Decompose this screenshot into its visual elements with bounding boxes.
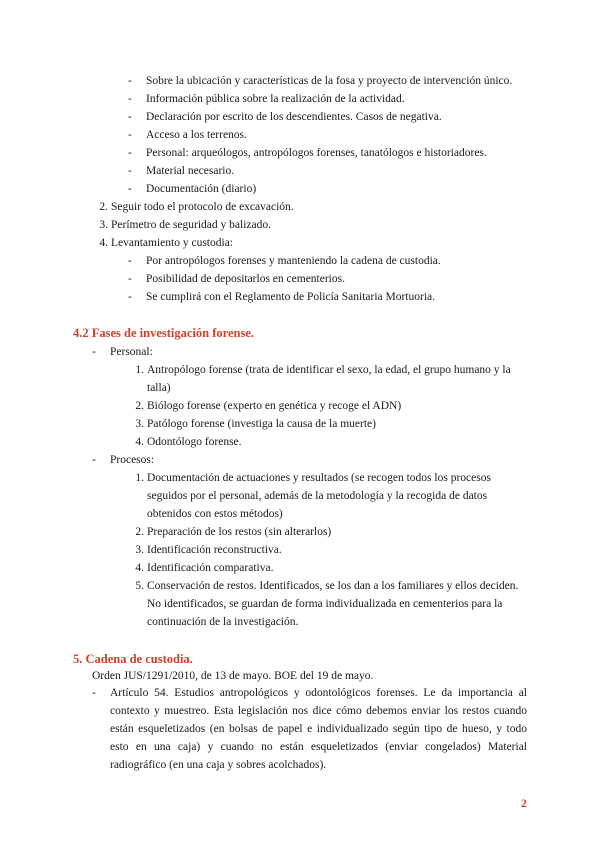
list-item: Perímetro de seguridad y balizado.	[111, 219, 271, 231]
list-item: Preparación de los restos (sin alterarlos)	[147, 526, 332, 538]
dash-marker: -	[128, 165, 132, 177]
list-item: Antropólogo forense (trata de identificar el sexo, la edad, el grupo humano y la	[147, 364, 511, 376]
list-item: Por antropólogos forenses y manteniendo la cadena de custodia.	[146, 255, 441, 267]
list-item: Seguir todo el protocolo de excavación.	[111, 201, 294, 213]
section-heading: 4.2 Fases de investigación forense.	[73, 326, 255, 340]
list-number: 3.	[135, 544, 144, 556]
list-item: Se cumplirá con el Reglamento de Policía Sanitaria Mortuoria.	[146, 291, 436, 303]
list-label: Personal:	[110, 346, 153, 358]
dash-marker: -	[128, 75, 132, 87]
list-item: Conservación de restos. Identificados, se los dan a los familiares y ellos deciden.	[147, 580, 519, 592]
dash-marker: -	[128, 129, 132, 141]
article-line: esto en una caja) y cuando no están esqueletizados (enviar congelados) Material	[110, 741, 527, 753]
list-item: Material necesario.	[146, 165, 235, 177]
list-number: 3.	[99, 219, 108, 231]
list-item-continuation: continuación de la investigación.	[147, 616, 299, 628]
list-item: Información pública sobre la realización de la actividad.	[146, 93, 405, 105]
list-item-continuation: talla)	[147, 382, 171, 394]
list-number: 4.	[99, 237, 108, 249]
list-number: 4.	[135, 562, 144, 574]
list-item: Acceso a los terrenos.	[146, 129, 247, 141]
paragraph: Orden JUS/1291/2010, de 13 de mayo. BOE del 19 de mayo.	[92, 670, 374, 682]
list-number: 2.	[135, 526, 144, 538]
dash-marker: -	[92, 687, 96, 699]
dash-marker: -	[128, 255, 132, 267]
list-item: Documentación (diario)	[146, 183, 257, 195]
list-item: Documentación de actuaciones y resultados (se recogen todos los procesos	[147, 472, 491, 484]
list-item: Declaración por escrito de los descendientes. Casos de negativa.	[146, 111, 442, 123]
list-item: Posibilidad de depositarlos en cementerios.	[146, 273, 345, 285]
list-number: 2.	[135, 400, 144, 412]
list-number: 3.	[135, 418, 144, 430]
list-item: Biólogo forense (experto en genética y recoge el ADN)	[147, 400, 402, 412]
list-label: Procesos:	[110, 454, 155, 466]
article-line: están esqueletizados (en bolsas de papel e individualizado según tipo de hueso, y todo	[110, 723, 527, 735]
list-item-continuation: No identificados, se guardan de forma individualizada en cementerios para la	[147, 598, 503, 610]
list-item-continuation: obtenidos con estos métodos)	[147, 508, 283, 520]
dash-marker: -	[92, 346, 96, 358]
dash-marker: -	[128, 183, 132, 195]
list-number: 5.	[135, 580, 144, 592]
list-item: Personal: arqueólogos, antropólogos forenses, tanatólogos e historiadores.	[146, 147, 487, 159]
article-line: radiográfico (en una caja y sobres acolchados).	[110, 759, 327, 771]
list-number: 1.	[135, 472, 144, 484]
list-item: Sobre la ubicación y características de la fosa y proyecto de intervención único.	[146, 75, 513, 87]
list-item: Odontólogo forense.	[147, 436, 242, 448]
dash-marker: -	[128, 147, 132, 159]
list-item: Levantamiento y custodia:	[111, 237, 233, 249]
section-heading: 5. Cadena de custodia.	[73, 652, 193, 666]
dash-marker: -	[128, 291, 132, 303]
page-number: 2	[521, 796, 527, 810]
article-line: contexto y muestreo. Esta legislación nos dice cómo debemos enviar los restos cuando	[110, 705, 527, 717]
list-number: 1.	[135, 364, 144, 376]
list-number: 4.	[135, 436, 144, 448]
list-item-continuation: seguidos por el personal, además de la metodología y la recogida de datos	[147, 490, 488, 502]
list-number: 2.	[99, 201, 108, 213]
list-item: Identificación comparativa.	[147, 562, 274, 574]
list-item: Identificación reconstructiva.	[147, 544, 282, 556]
dash-marker: -	[128, 273, 132, 285]
dash-marker: -	[92, 454, 96, 466]
dash-marker: -	[128, 111, 132, 123]
list-item: Patólogo forense (investiga la causa de la muerte)	[147, 418, 376, 430]
article-line: Artículo 54. Estudios antropológicos y odontológicos forenses. Le da importancia al	[110, 687, 527, 699]
dash-marker: -	[128, 93, 132, 105]
